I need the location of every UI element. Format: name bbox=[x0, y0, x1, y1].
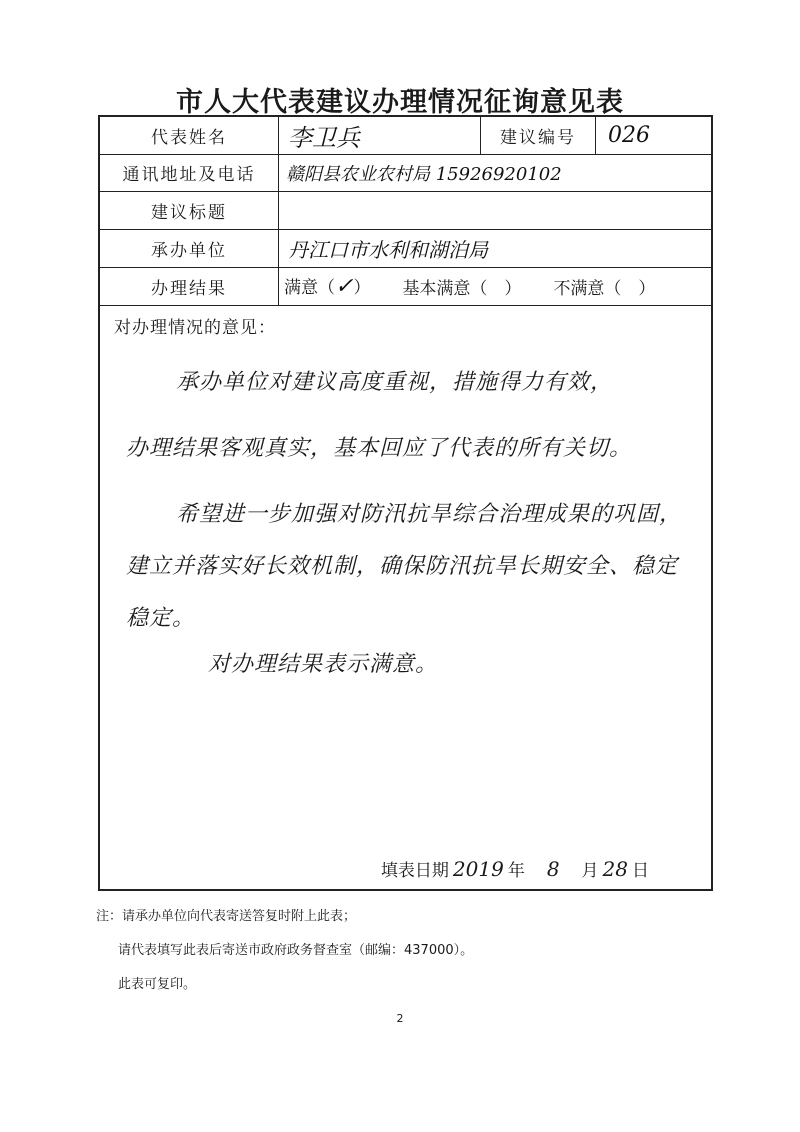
checkmark-icon: ✓ bbox=[335, 274, 354, 299]
option-satisfied[interactable] bbox=[284, 273, 370, 299]
page-number: 2 bbox=[396, 1012, 404, 1025]
representative-name-value[interactable]: 李卫兵 bbox=[288, 124, 360, 152]
opinion-line: 办理结果客观真实，基本回应了代表的所有关切。 bbox=[126, 436, 633, 461]
opinion-line: 建立并落实好长效机制，确保防汛抗旱长期安全、稳定 bbox=[126, 554, 679, 579]
contact-label: 通讯地址及电话 bbox=[100, 154, 279, 191]
date-month-unit: 月 bbox=[581, 861, 599, 881]
date-year[interactable]: 2019 bbox=[452, 857, 504, 881]
result-options bbox=[284, 267, 655, 305]
row-representative bbox=[100, 117, 711, 155]
note-line: 注：请承办单位向代表寄送答复时附上此表； bbox=[96, 909, 357, 924]
option-unsatisfied[interactable]: 不满意（ ） bbox=[553, 278, 656, 299]
handling-unit-value[interactable]: 丹江口市水利和湖泊局 bbox=[288, 237, 488, 262]
proposal-number-label: 建议编号 bbox=[480, 117, 596, 154]
proposal-number-value[interactable]: 026 bbox=[608, 123, 650, 148]
note-line: 此表可复印。 bbox=[118, 977, 197, 992]
opinions-section bbox=[100, 305, 711, 889]
date-day-unit: 日 bbox=[632, 861, 649, 881]
fill-date bbox=[381, 856, 649, 881]
row-result bbox=[100, 267, 711, 306]
handling-unit-label: 承办单位 bbox=[100, 229, 279, 267]
feedback-form bbox=[98, 115, 713, 891]
date-month[interactable]: 8 bbox=[546, 857, 560, 881]
opinions-label: 对办理情况的意见： bbox=[114, 318, 276, 338]
date-prefix: 填表日期 bbox=[380, 861, 449, 881]
note-line: 请代表填写此表后寄送市政府政务督查室（邮编：437000）。 bbox=[118, 943, 474, 958]
date-day[interactable]: 28 bbox=[602, 857, 628, 881]
opinion-line: 希望进一步加强对防汛抗旱综合治理成果的巩固， bbox=[176, 502, 683, 527]
representative-name-label: 代表姓名 bbox=[100, 117, 279, 154]
result-label: 办理结果 bbox=[100, 267, 279, 305]
opinion-line: 稳定。 bbox=[126, 606, 196, 631]
satisfied-close: ） bbox=[353, 278, 371, 298]
proposal-title-label: 建议标题 bbox=[100, 191, 279, 229]
option-basic-satisfied[interactable]: 基本满意（ ） bbox=[402, 278, 522, 299]
row-proposal-title bbox=[100, 191, 711, 230]
satisfied-label: 满意（ bbox=[284, 278, 335, 298]
row-handling-unit bbox=[100, 229, 711, 268]
notes bbox=[96, 900, 474, 1002]
opinion-line: 承办单位对建议高度重视，措施得力有效， bbox=[176, 370, 614, 395]
contact-value[interactable]: 赣阳县农业农村局 15926920102 bbox=[286, 163, 562, 185]
row-contact bbox=[100, 154, 711, 192]
opinion-line: 对办理结果表示满意。 bbox=[208, 652, 439, 677]
date-year-unit: 年 bbox=[507, 861, 525, 881]
page-title: 市人大代表建议办理情况征询意见表 bbox=[176, 87, 624, 118]
